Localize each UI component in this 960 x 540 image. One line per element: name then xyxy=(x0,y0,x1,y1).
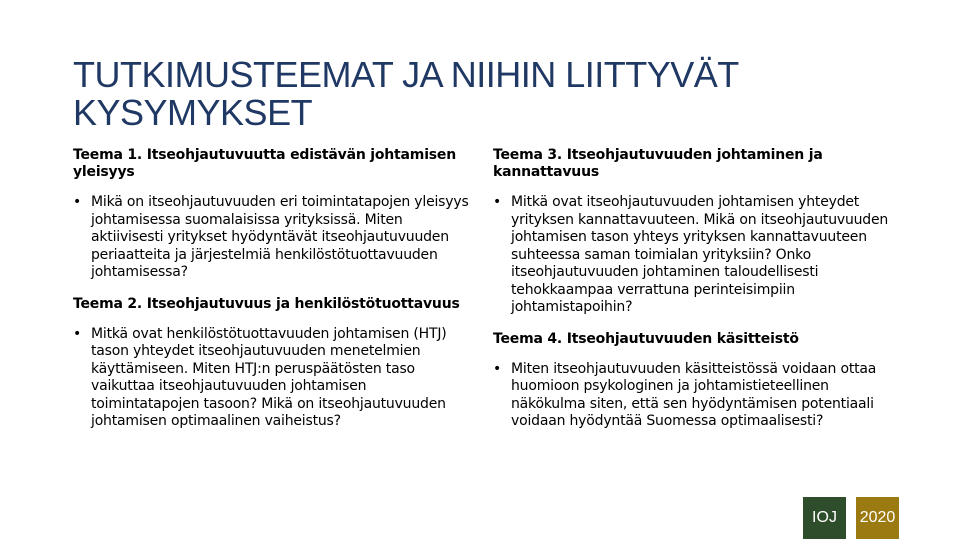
left-column xyxy=(73,147,473,441)
theme4-heading: Teema 4. Itseohjautuvuuden käsitteistö xyxy=(493,330,799,347)
theme2-bullet: • Mitkä ovat henkilöstötuottavuuden johtamisen (HTJ) tason yhteydet itseohjautuvuuden menetelmien käyttämiseen. Miten HTJ:n peruspäätösten taso vaikuttaa itseohjautuvuuden johtamisen toimintatapojen tasoon? Mikä on itseohjautuvuuden johtamisen optimaalinen vaiheistus? xyxy=(73,326,473,431)
right-column xyxy=(493,147,893,441)
theme1-heading: Teema 1. Itseohjautuvuutta edistävän johtamisen yleisyys xyxy=(73,147,456,180)
theme2-heading: Teema 2. Itseohjautuvuus ja henkilöstötuottavuus xyxy=(73,295,460,312)
org-badge: IOJ xyxy=(803,497,846,539)
slide-title: TUTKIMUSTEEMAT JA NIIHIN LIITTYVÄT KYSYMYKSET xyxy=(73,54,739,133)
theme4-bullet: • Miten itseohjautuvuuden käsitteistössä voidaan ottaa huomioon psykologinen ja johtamistieteellinen näkökulma siten, että sen hyödyntämisen potentiaali voidaan hyödyntää Suomessa optimaalisesti? xyxy=(493,361,893,431)
theme3-heading: Teema 3. Itseohjautuvuuden johtaminen ja kannattavuus xyxy=(493,147,823,180)
theme3-bullet: • Mitkä ovat itseohjautuvuuden johtamisen yhteydet yrityksen kannattavuuteen. Mikä on itseohjautuvuuden johtamisen tason yhteys yrityksen kannattavuuteen suhteessa saman toimialan yrityksiin? Onko itseohjautuvuuden johtaminen taloudellisesti tehokkaampaa verrattuna perinteisimpiin johtamistapoihin? xyxy=(493,194,893,317)
year-badge: 2020 xyxy=(856,497,899,539)
theme1-bullet: • Mikä on itseohjautuvuuden eri toimintatapojen yleisyys johtamisessa suomalaisissa yrityksissä. Miten aktiivisesti yritykset hyödyntävät itseohjautuvuuden periaatteita ja järjestelmiä henkilöstötuottavuuden johtamisessa? xyxy=(73,194,473,282)
